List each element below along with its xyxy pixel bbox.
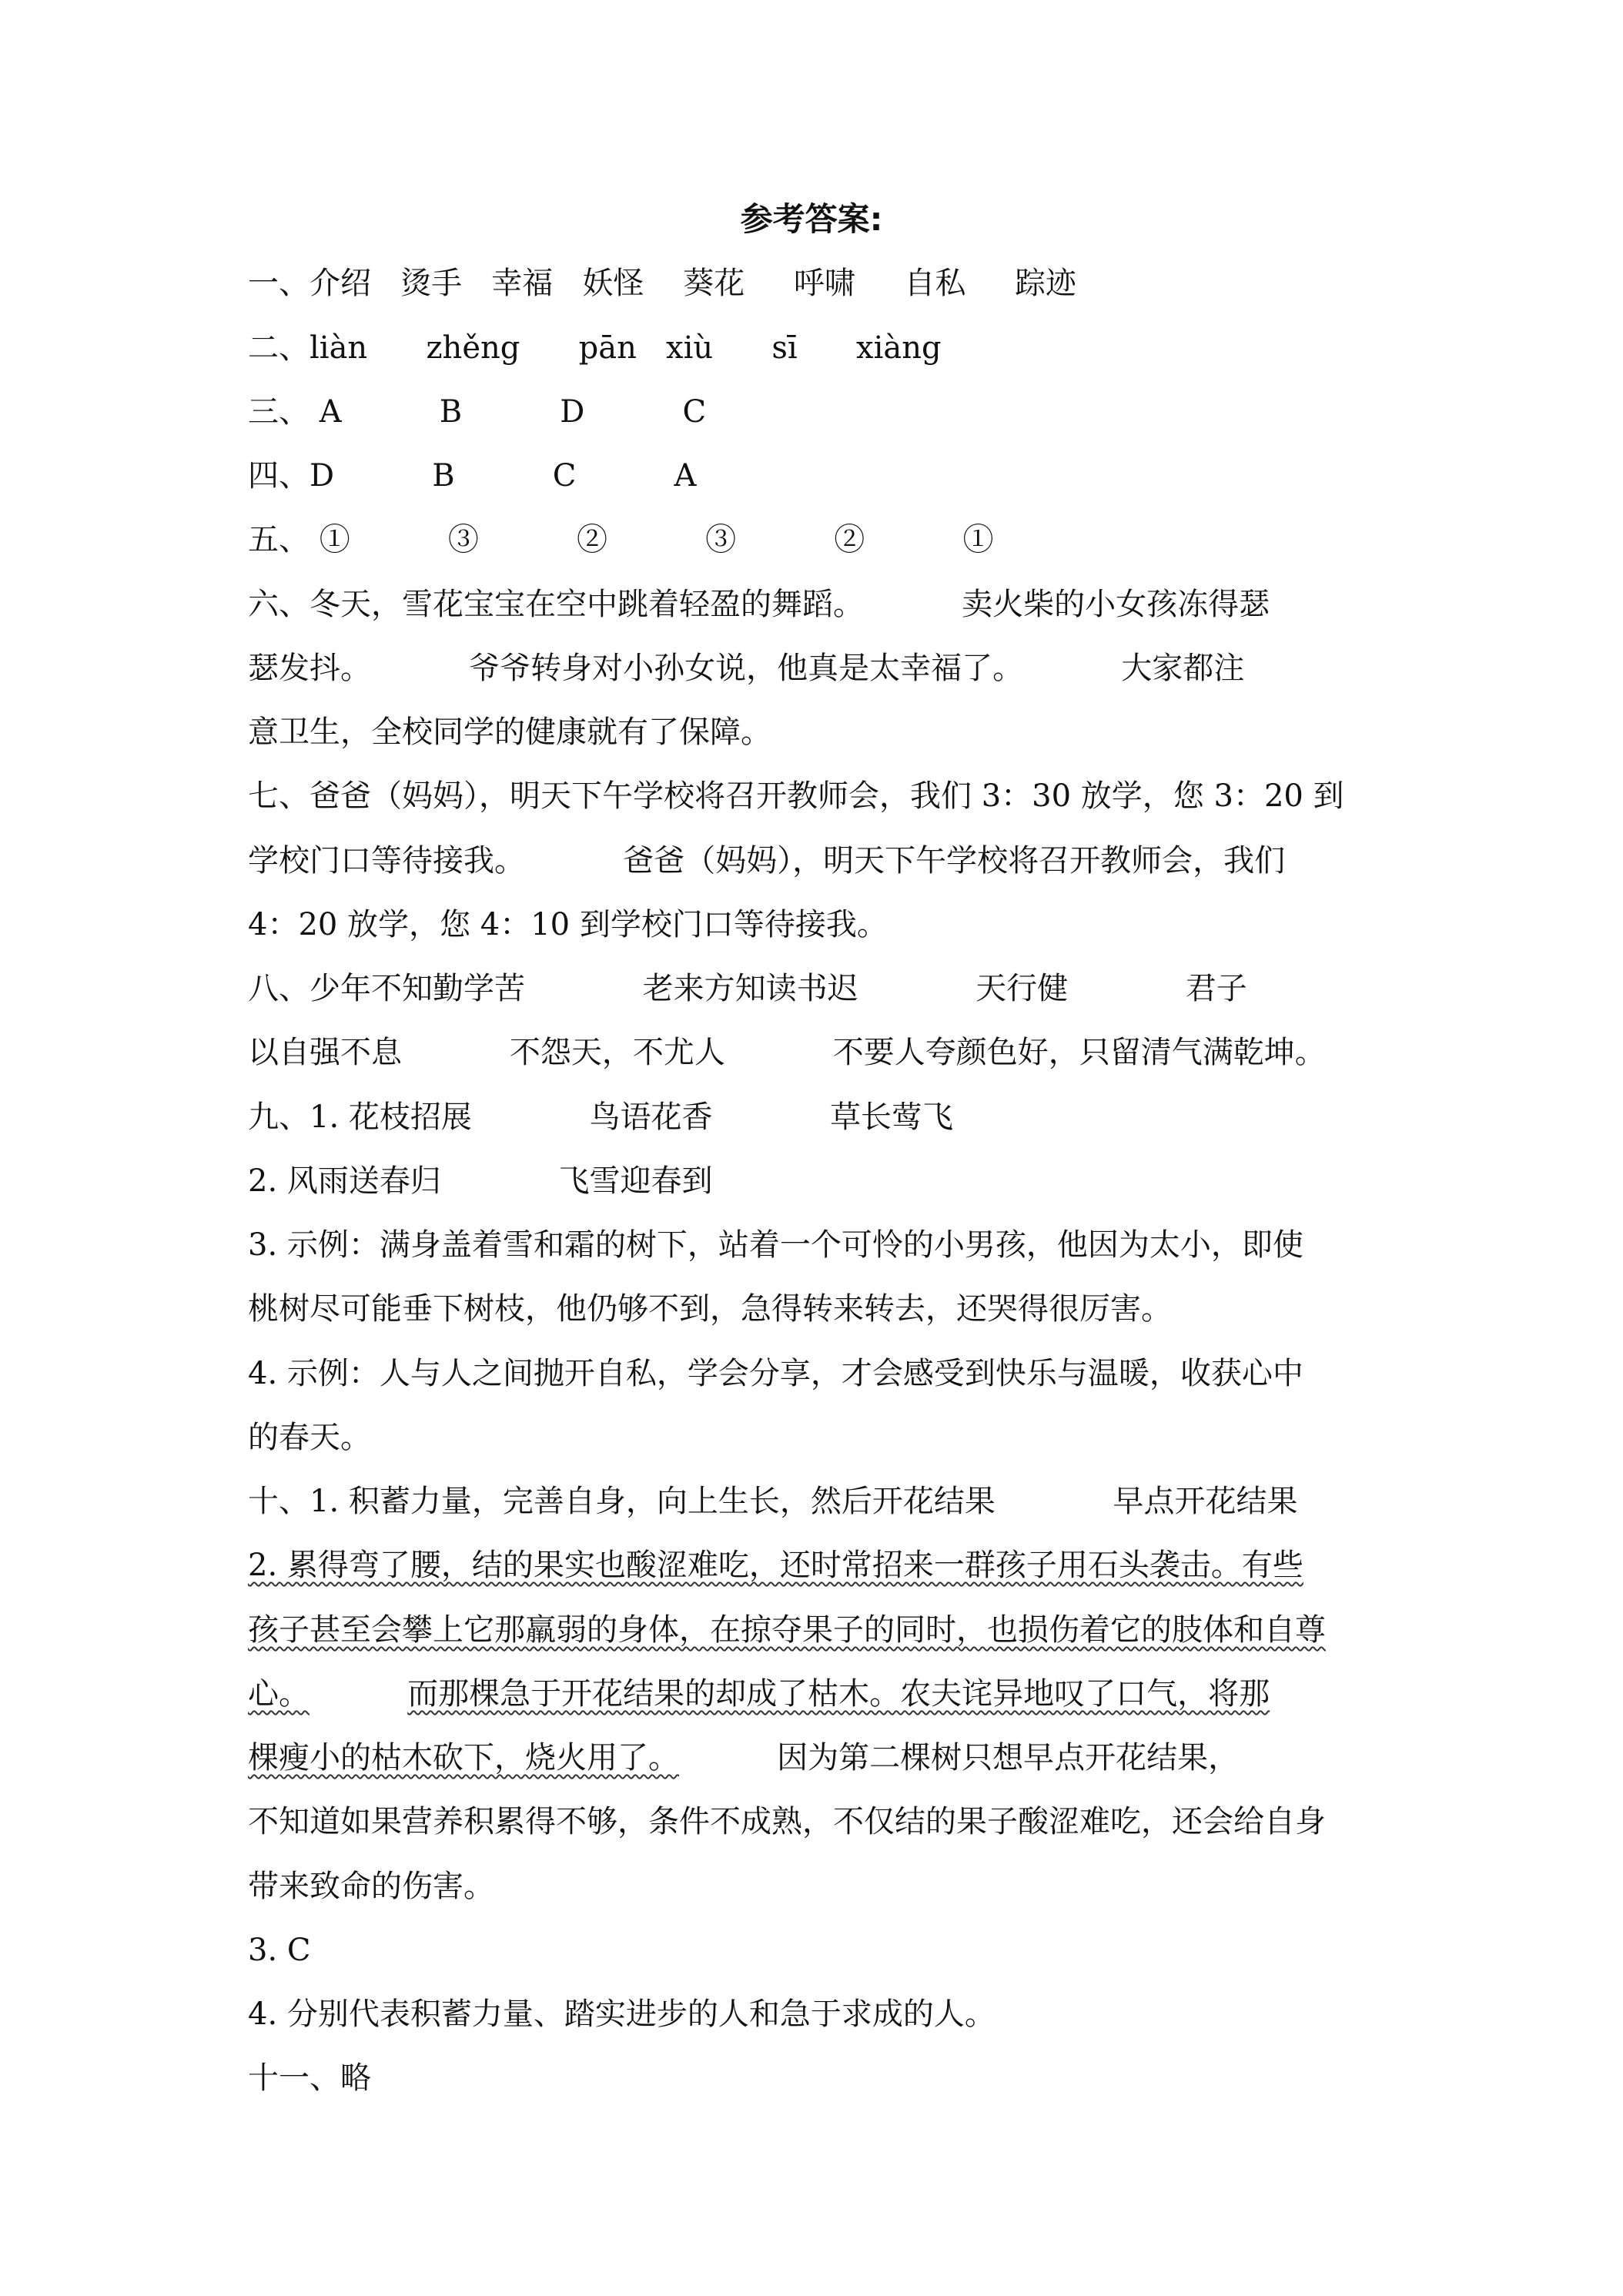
answer-line	[248, 1607, 1387, 1653]
answer-line	[248, 260, 1387, 306]
answer-line	[248, 1478, 1387, 1525]
answer-text: 三、 A B D C	[248, 394, 707, 430]
answer-line	[248, 517, 1387, 563]
answer-text	[310, 1676, 407, 1712]
answer-text: 意卫生，全校同学的健康就有了保障。	[248, 715, 771, 750]
answer-line	[248, 389, 1387, 435]
answer-text: 3. C	[248, 1933, 311, 1968]
answer-line	[248, 1222, 1387, 1268]
answer-text: 学校门口等待接我。 爸爸（妈妈），明天下午学校将召开教师会，我们	[248, 843, 1286, 879]
answer-text: 4. 分别代表积蓄力量、踏实进步的人和急于求成的人。	[248, 1996, 996, 2032]
answer-text: 八、少年不知勤学苦 老来方知读书迟 天行健 君子	[248, 971, 1247, 1006]
answer-text: 以自强不息 不怨天，不尤人 不要人夸颜色好，只留清气满乾坤。	[248, 1035, 1326, 1070]
answer-line	[248, 1991, 1387, 2037]
answer-line	[248, 1735, 1387, 1781]
answer-text: 因为第二棵树只想早点开花结果，	[679, 1740, 1240, 1776]
answer-text: 四、D B C A	[248, 458, 697, 494]
answer-line	[248, 1029, 1387, 1076]
answer-line	[248, 581, 1387, 628]
answer-text: 带来致命的伤害。	[248, 1869, 494, 1904]
answer-text: 2. 风雨送春归 飞雪迎春到	[248, 1163, 713, 1199]
underlined-answer-text: 孩子甚至会攀上它那羸弱的身体，在掠夺果子的同时，也损伤着它的肢体和自尊	[248, 1612, 1326, 1648]
answer-text: 一、介绍 烫手 幸福 妖怪 葵花 呼啸 自私 踪迹	[248, 266, 1077, 301]
answer-line	[248, 1350, 1387, 1397]
answer-line	[248, 325, 1387, 371]
answer-text: 3. 示例：满身盖着雪和霜的树下，站着一个可怜的小男孩，他因为太小，即使	[248, 1227, 1303, 1263]
page-title: 参考答案:	[740, 200, 883, 238]
answer-line	[248, 1863, 1387, 1909]
answer-line	[248, 773, 1387, 819]
answer-line	[248, 1414, 1387, 1461]
answer-line	[248, 1158, 1387, 1204]
answer-line	[248, 2055, 1387, 2101]
answer-text: 不知道如果营养积累得不够，条件不成熟，不仅结的果子酸涩难吃，还会给自身	[248, 1804, 1326, 1839]
underlined-answer-text: 心。	[248, 1676, 310, 1712]
answer-line	[248, 1927, 1387, 1973]
answer-line	[248, 709, 1387, 755]
answer-text: 4. 示例：人与人之间抛开自私，学会分享，才会感受到快乐与温暖，收获心中	[248, 1356, 1303, 1391]
answer-text: 七、爸爸（妈妈），明天下午学校将召开教师会，我们 3：30 放学，您 3：20 到	[248, 778, 1344, 814]
answer-text: 瑟发抖。 爷爷转身对小孙女说，他真是太幸福了。 大家都注	[248, 651, 1245, 686]
answer-line	[248, 1542, 1387, 1588]
answer-text: 二、liàn zhěng pān xiù sī xiàng	[248, 330, 942, 366]
answer-line	[248, 838, 1387, 884]
answer-text: 九、1. 花枝招展 鸟语花香 草长莺飞	[248, 1099, 954, 1135]
answer-text: 十一、略	[248, 2060, 371, 2096]
answer-text: 4：20 放学，您 4：10 到学校门口等待接我。	[248, 907, 888, 942]
answer-text: 六、冬天，雪花宝宝在空中跳着轻盈的舞蹈。 卖火柴的小女孩冻得瑟	[248, 587, 1270, 622]
answer-line	[248, 645, 1387, 691]
answer-text: 十、1. 积蓄力量，完善自身，向上生长，然后开花结果 早点开花结果	[248, 1484, 1298, 1519]
answer-line	[248, 1799, 1387, 1845]
underlined-answer-text: 棵瘦小的枯木砍下，烧火用了。	[248, 1740, 679, 1776]
answer-line	[248, 453, 1387, 499]
underlined-answer-text: 而那棵急于开花结果的却成了枯木。农夫诧异地叹了口气，将那	[407, 1676, 1270, 1712]
answer-line	[248, 966, 1387, 1012]
answer-line	[248, 1671, 1387, 1717]
answer-text: 桃树尽可能垂下树枝，他仍够不到，急得转来转去，还哭得很厉害。	[248, 1291, 1172, 1327]
answer-line	[248, 1286, 1387, 1332]
underlined-answer-text: 2. 累得弯了腰，结的果实也酸涩难吃，还时常招来一群孩子用石头袭击。有些	[248, 1548, 1303, 1583]
answer-text: 的春天。	[248, 1420, 371, 1455]
answer-line	[248, 1094, 1387, 1140]
answer-text: 五、 ① ③ ② ③ ② ①	[248, 522, 994, 557]
answer-line	[248, 902, 1387, 948]
